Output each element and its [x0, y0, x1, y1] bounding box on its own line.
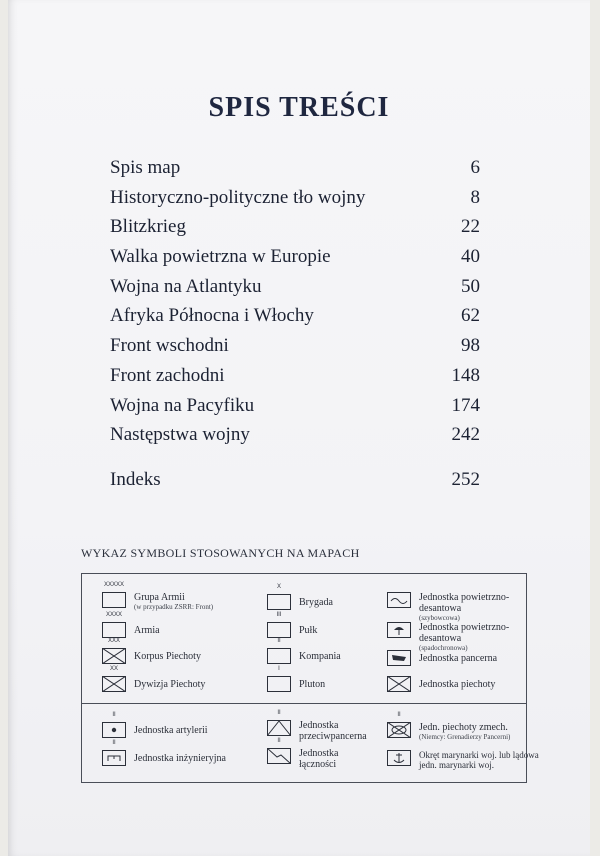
echelon-mark: II: [112, 740, 116, 746]
legend-item-dywizja: [102, 666, 206, 692]
legend-note: (szybowcowa): [419, 614, 460, 622]
tank-icon: [387, 650, 411, 666]
parachute-unit-symbol: [387, 622, 411, 638]
legend-item-piechoty-zmech: [387, 712, 539, 742]
legend-label: Jedn. piechoty zmech.: [419, 722, 508, 733]
signals-symbol: [267, 738, 291, 764]
toc-label: Historyczno-polityczne tło wojny: [110, 186, 366, 208]
legend-item-grupa-armii: [102, 582, 214, 612]
toc-row: [110, 246, 480, 276]
legend-label: Kompania: [299, 651, 341, 662]
infantry-division-symbol: [102, 666, 126, 692]
infantry-unit-symbol: [387, 676, 411, 692]
toc-page: 40: [461, 246, 480, 268]
toc-label: Front zachodni: [110, 364, 225, 386]
legend-label: Jednostka piechoty: [419, 679, 496, 690]
armored-unit-symbol: [387, 650, 411, 666]
echelon-mark: II: [277, 738, 281, 744]
legend-note: (w przypadku ZSRR: Front): [134, 603, 214, 611]
mechanized-infantry-symbol: [387, 712, 411, 738]
toc-row: [110, 424, 480, 454]
legend-divider: [82, 703, 526, 704]
legend-item-pluton: [267, 666, 326, 692]
chevron-up-icon: [267, 720, 291, 736]
toc-label: Afryka Północna i Włochy: [110, 305, 314, 327]
echelon-mark: I: [278, 666, 280, 672]
legend-item-korpus: [102, 638, 201, 664]
echelon-mark: XXXXX: [103, 582, 124, 588]
echelon-mark: XX: [109, 666, 118, 672]
toc-row: [110, 395, 480, 425]
legend-label: Jednostka powietrzno-desantowa: [419, 592, 510, 614]
glider-icon: [387, 592, 411, 608]
legend-item-pancerna: [387, 650, 497, 666]
legend-label: Jednostka pancerna: [419, 653, 498, 664]
parachute-icon: [387, 622, 411, 638]
dot-icon: [102, 722, 126, 738]
glider-unit-symbol: [387, 592, 411, 608]
echelon-mark: III: [276, 612, 282, 618]
regiment-symbol: [267, 612, 291, 638]
platoon-symbol: [267, 666, 291, 692]
toc-label: Następstwa wojny: [110, 424, 250, 446]
toc-page: 62: [461, 305, 480, 327]
symbol-legend: [81, 573, 539, 783]
toc-label: Walka powietrzna w Europie: [110, 246, 331, 268]
toc-page: 22: [461, 216, 480, 238]
legend-label: Armia: [134, 625, 160, 636]
toc-page: 8: [470, 186, 480, 208]
legend-label: Brygada: [299, 597, 333, 608]
brigade-symbol: [267, 584, 291, 610]
toc-label: Wojna na Atlantyku: [110, 275, 262, 297]
toc-row: [110, 187, 480, 217]
toc-page: 98: [461, 335, 480, 357]
bridge-icon: [102, 750, 126, 766]
legend-item-artylerii: [102, 712, 208, 738]
legend-label: Jednostka powietrzno-desantowa: [419, 622, 510, 644]
toc-row: [110, 157, 480, 187]
company-symbol: [267, 638, 291, 664]
legend-label: Jednostka artylerii: [134, 725, 208, 736]
toc-label: Spis map: [110, 157, 181, 178]
engineer-symbol: [102, 740, 126, 766]
toc-page: 6: [470, 157, 480, 178]
antitank-symbol: [267, 710, 291, 736]
legend-item-okret: [387, 750, 539, 770]
toc-row: [110, 365, 480, 395]
legend-label: Korpus Piechoty: [134, 651, 201, 662]
toc-page: 50: [461, 275, 480, 297]
legend-item-armia: [102, 612, 160, 638]
echelon-mark: II: [397, 712, 401, 718]
toc-page: 252: [451, 468, 480, 490]
toc-page: 174: [451, 394, 480, 416]
legend-item-pow-desant-szyb: [387, 592, 539, 623]
toc-row-index: [110, 469, 480, 499]
legend-label: Jednostka łączności: [299, 748, 339, 770]
toc-label: Front wschodni: [110, 335, 229, 357]
echelon-mark: II: [277, 638, 281, 644]
legend-item-pulk: [267, 612, 318, 638]
legend-label: Dywizja Piechoty: [134, 679, 206, 690]
echelon-mark: II: [277, 710, 281, 716]
legend-label: Okręt marynarki woj. lub lądowa jedn. marynarki woj.: [419, 750, 539, 770]
toc-row: [110, 305, 480, 335]
echelon-mark: XXXX: [105, 612, 122, 618]
legend-item-kompania: [267, 638, 341, 664]
legend-item-pow-desant-spad: [387, 622, 539, 653]
legend-note: (Niemcy: Grenadierzy Pancerni): [419, 733, 511, 741]
legend-item-brygada: [267, 584, 333, 610]
table-of-contents: [110, 157, 480, 499]
toc-page: 148: [451, 364, 480, 386]
book-page: [8, 0, 590, 856]
toc-row: [110, 335, 480, 365]
cross-oval-icon: [387, 722, 411, 738]
army-group-symbol: [102, 582, 126, 608]
toc-label: Indeks: [110, 468, 161, 490]
legend-label: Grupa Armii: [134, 592, 185, 603]
toc-row: [110, 276, 480, 306]
infantry-corps-symbol: [102, 638, 126, 664]
legend-label: Pluton: [299, 679, 326, 690]
artillery-symbol: [102, 712, 126, 738]
legend-item-lacznosci: [267, 738, 369, 770]
legend-item-piechoty: [387, 676, 495, 692]
legend-item-inzynieryjna: [102, 740, 226, 766]
echelon-mark: II: [112, 712, 116, 718]
legend-title: WYKAZ SYMBOLI STOSOWANYCH NA MAPACH: [81, 546, 360, 560]
echelon-mark: XXX: [107, 638, 120, 644]
legend-note: (spadochronowa): [419, 644, 468, 652]
army-symbol: [102, 612, 126, 638]
cross-icon: [102, 676, 126, 692]
legend-label: Jednostka przeciwpancerna: [299, 720, 367, 742]
naval-unit-symbol: [387, 750, 411, 766]
toc-label: Blitzkrieg: [110, 216, 186, 238]
echelon-mark: X: [276, 584, 281, 590]
toc-label: Wojna na Pacyfiku: [110, 394, 255, 416]
page-title: SPIS TREŚCI: [208, 92, 390, 123]
cross-icon: [102, 648, 126, 664]
cross-icon: [387, 676, 411, 692]
toc-page: 242: [451, 424, 480, 446]
toc-row: [110, 216, 480, 246]
legend-label: Pułk: [299, 625, 318, 636]
anchor-icon: [387, 750, 411, 766]
lightning-icon: [267, 748, 291, 764]
legend-label: Jednostka inżynieryjna: [134, 753, 226, 764]
